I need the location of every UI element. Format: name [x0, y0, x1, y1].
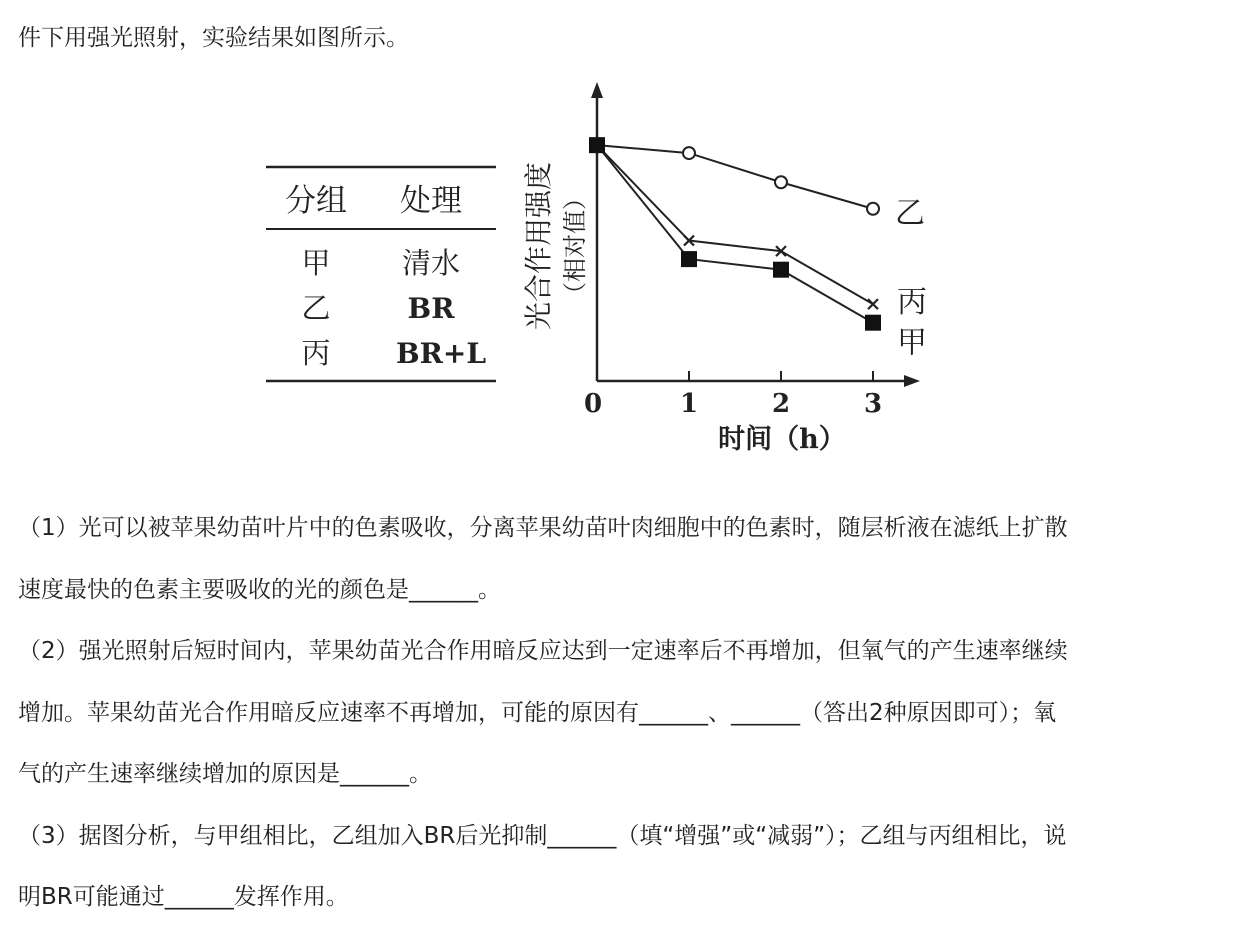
data-point	[865, 315, 881, 331]
x-axis-arrow	[904, 375, 920, 387]
question-line: （1）光可以被苹果幼苗叶片中的色素吸收，分离苹果幼苗叶肉细胞中的色素时，随层析液在滤纸上扩散	[18, 515, 1068, 541]
x-tick-label: 2	[771, 389, 791, 419]
y-axis-title-sub: （相对值）	[561, 186, 589, 306]
data-point	[683, 147, 695, 159]
data-point	[867, 203, 879, 215]
x-axis-title: 时间（h）	[718, 424, 846, 455]
y-axis-title-main: 光合作用强度	[522, 161, 555, 331]
data-point	[775, 176, 787, 188]
intro-line: 件下用强光照射，实验结果如图所示。	[18, 25, 409, 51]
table-row-group: 丙	[301, 336, 331, 370]
x-tick-label: 1	[679, 389, 699, 419]
question-line: 速度最快的色素主要吸收的光的颜色是______。	[18, 577, 501, 603]
question-line: （3）据图分析，与甲组相比，乙组加入BR后光抑制______（填“增强”或“减弱”）；乙组与丙组相比，说	[18, 823, 1067, 849]
question-line: 增加。苹果幼苗光合作用暗反应速率不再增加，可能的原因有______、______（答出2种原因即可）；氧	[18, 700, 1057, 726]
y-axis-arrow	[591, 82, 603, 98]
line-chart	[522, 82, 927, 455]
question-line: 明BR可能通过______发挥作用。	[18, 884, 349, 910]
data-point	[589, 137, 605, 153]
y-axis-title	[522, 162, 589, 330]
data-point	[773, 262, 789, 278]
data-point	[681, 251, 697, 267]
series-label: 乙	[895, 195, 925, 231]
x-tick-label: 3	[863, 389, 883, 419]
series-label: 丙	[897, 285, 927, 321]
question-line: （2）强光照射后短时间内，苹果幼苗光合作用暗反应达到一定速率后不再增加，但氧气的产生速率继续	[18, 638, 1068, 664]
table-header-group: 分组	[285, 183, 347, 219]
question-line: 气的产生速率继续增加的原因是______。	[18, 761, 432, 787]
series-label: 甲	[897, 325, 927, 361]
table-row-treatment: 清水	[401, 246, 461, 280]
treatment-table	[266, 167, 496, 381]
table-row-treatment: BR+L	[395, 337, 487, 370]
table-row-treatment: BR	[407, 292, 455, 325]
table-header-treatment: 处理	[400, 183, 462, 219]
series-line	[597, 145, 873, 209]
table-row-group: 甲	[301, 246, 331, 280]
series-line	[597, 145, 873, 323]
data-point	[868, 299, 878, 309]
series-line	[597, 145, 873, 304]
table-row-group: 乙	[301, 291, 331, 325]
x-tick-label: 0	[583, 389, 603, 419]
